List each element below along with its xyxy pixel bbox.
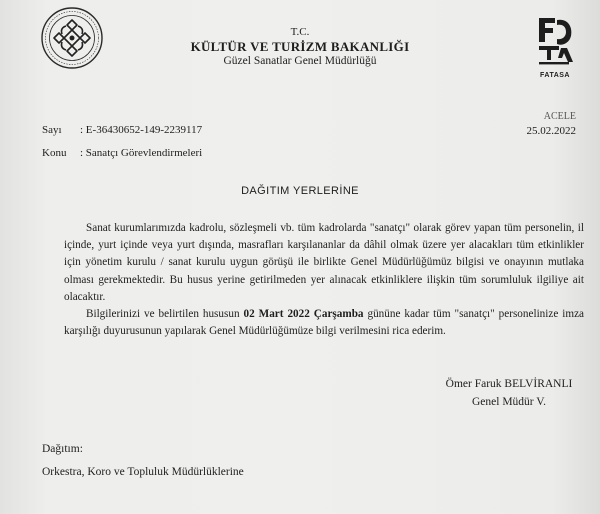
sayi-value: : E-36430652-149-2239117 <box>80 124 203 136</box>
body-paragraph-1: Sanat kurumlarımızda kadrolu, sözleşmeli vb. tüm kadrolarda "sanatçı" olarak görev yapan tüm personelin, il içinde, yurt içinde veya yurt dışında, masrafları karşılananlar da dâhil olmak üzere yer alacakları tüm etkinlikler için yönetim kurulu / sanat kurulu uygun görüşü ile birlikte Genel Müdürlüğümüz bilgisi ve onayının mutlaka olması gerekmektedir. Bu husus yerine getirilmeden yer alınacak etkinliklere ilişkin tüm sorumluluk ilgiliye ait olacaktır. <box>64 222 584 303</box>
ministry-seal-icon <box>40 6 104 70</box>
signatory-name: Ömer Faruk BELVİRANLI <box>445 378 573 390</box>
fatasa-label: FATASA <box>540 72 570 79</box>
konu-label: Konu <box>42 147 67 159</box>
sayi-label: Sayı <box>42 124 62 136</box>
fatasa-logo-icon <box>533 12 577 78</box>
konu-value: : Sanatçı Görevlendirmeleri <box>80 147 203 159</box>
urgency-mark: ACELE <box>543 111 576 122</box>
deadline-date: 02 Mart 2022 Çarşamba <box>243 308 364 321</box>
distribution-heading: DAĞITIM YERLERİNE <box>241 185 359 197</box>
ministry-name: KÜLTÜR VE TURİZM BAKANLIĞI <box>190 39 410 54</box>
body-paragraph-2 <box>64 306 584 340</box>
directorate-name: Güzel Sanatlar Genel Müdürlüğü <box>223 55 377 67</box>
distribution-label: Dağıtım: <box>42 443 83 455</box>
signatory-title: Genel Müdür V. <box>471 396 546 408</box>
document-date: 25.02.2022 <box>526 125 576 137</box>
letter-body <box>64 220 584 340</box>
body-p2-end: gününe kadar tüm "sanatçı" personelinize imza karşılığı duyurusunun yapılarak Genel Müdürlüğümüze bilgi verilmesini rica ederim. <box>64 308 585 338</box>
body-p2-start: Bilgilerinizi ve belirtilen hususun <box>86 308 244 321</box>
distribution-recipients: Orkestra, Koro ve Topluluk Müdürlüklerine <box>42 466 244 478</box>
header-tc: T.C. <box>290 26 310 38</box>
